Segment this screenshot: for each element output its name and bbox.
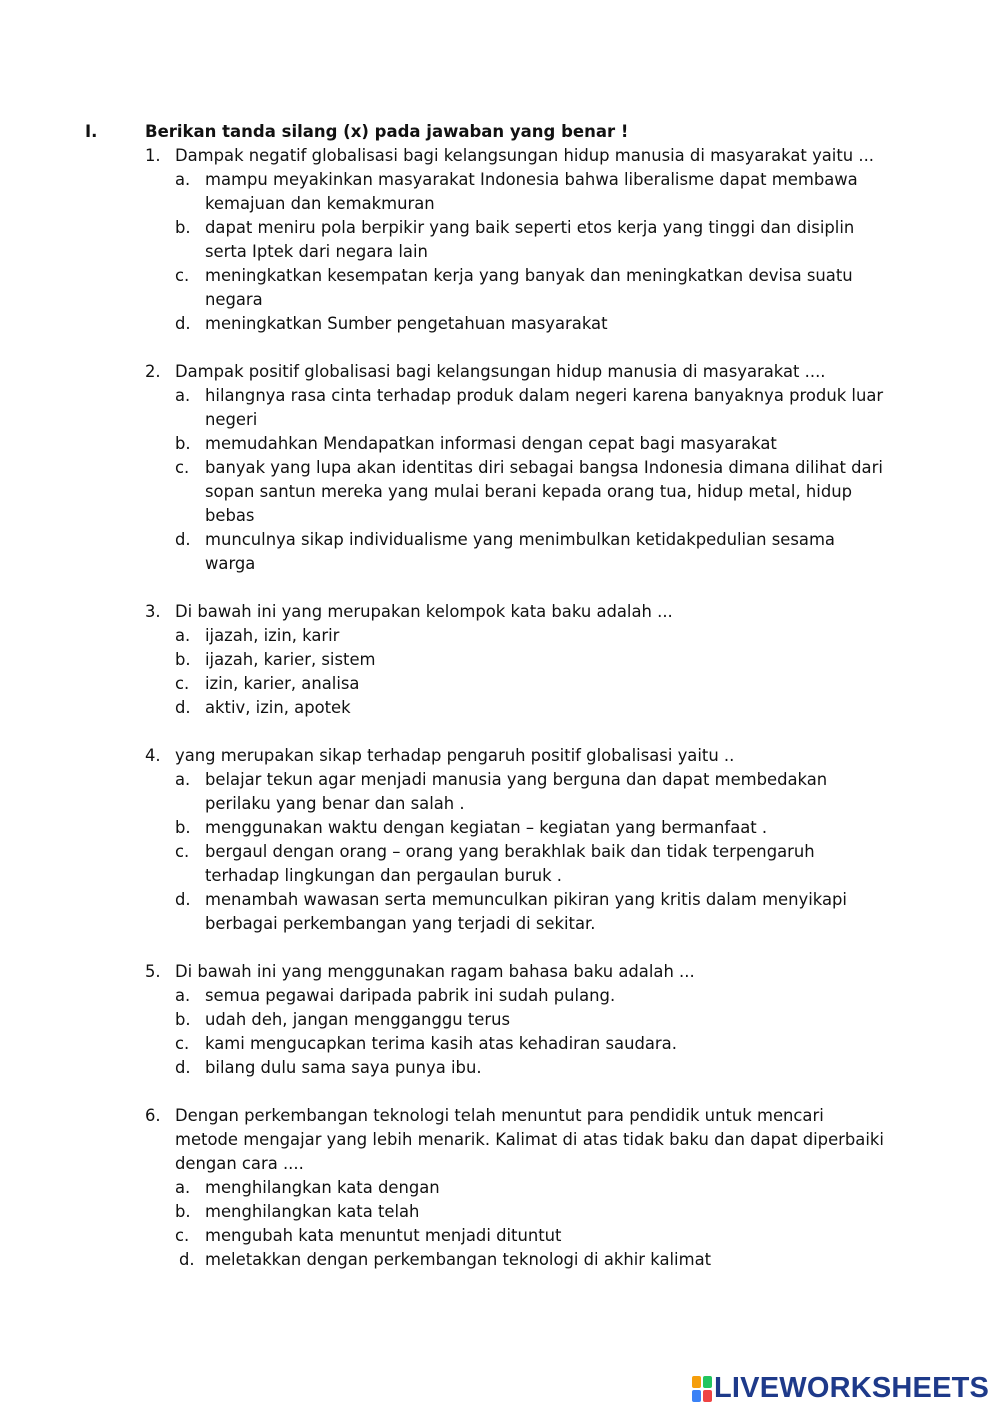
answer-option-d[interactable] <box>175 1248 885 1272</box>
option-text: udah deh, jangan mengganggu terus <box>205 1010 511 1029</box>
question-number: 1. <box>145 146 161 165</box>
liveworksheets-logo <box>692 1372 989 1405</box>
answer-option-a[interactable] <box>175 984 885 1008</box>
option-text: mampu meyakinkan masyarakat Indonesia bahwa liberalisme dapat membawa kemajuan dan kemakmuran <box>205 170 858 213</box>
option-letter: a. <box>175 170 191 189</box>
question-row <box>145 144 885 168</box>
question-row <box>145 744 885 768</box>
option-letter: d. <box>175 890 191 909</box>
liveworksheets-logo-icon <box>692 1376 712 1402</box>
option-text: bergaul dengan orang – orang yang berakhlak baik dan tidak terpengaruh terhadap lingkungan dan pergaulan buruk . <box>205 842 815 885</box>
answer-option-b[interactable] <box>175 432 885 456</box>
answer-option-d[interactable] <box>175 888 885 936</box>
answer-option-b[interactable] <box>175 648 885 672</box>
answer-option-a[interactable] <box>175 384 885 432</box>
option-text: meningkatkan kesempatan kerja yang banyak dan meningkatkan devisa suatu negara <box>205 266 853 309</box>
question-text: Dengan perkembangan teknologi telah menuntut para pendidik untuk mencari metode mengajar yang lebih menarik. Kalimat di atas tidak baku dan dapat diperbaiki dengan cara .... <box>175 1106 884 1173</box>
answer-options <box>145 984 885 1080</box>
section-number: I. <box>85 122 98 141</box>
option-letter: c. <box>175 1226 190 1245</box>
answer-option-d[interactable] <box>175 1056 885 1080</box>
logo-square <box>692 1390 701 1402</box>
answer-option-a[interactable] <box>175 768 885 816</box>
option-text: menghilangkan kata telah <box>205 1202 420 1221</box>
option-letter: b. <box>175 1202 191 1221</box>
option-letter: b. <box>175 650 191 669</box>
question-row <box>145 1104 885 1176</box>
option-letter: b. <box>175 818 191 837</box>
option-letter: c. <box>175 1034 190 1053</box>
answer-option-d[interactable] <box>175 312 885 336</box>
section-heading <box>85 120 628 144</box>
option-letter: c. <box>175 458 190 477</box>
question-number: 3. <box>145 602 161 621</box>
option-letter: a. <box>175 386 191 405</box>
logo-text: LIVEWORKSHEETS <box>714 1372 990 1404</box>
logo-square <box>703 1376 712 1388</box>
answer-option-c[interactable] <box>175 1224 885 1248</box>
option-text: menambah wawasan serta memunculkan pikiran yang kritis dalam menyikapi berbagai perkembangan yang terjadi di sekitar. <box>205 890 847 933</box>
option-letter: d. <box>179 1250 195 1269</box>
answer-option-c[interactable] <box>175 840 885 888</box>
option-letter: d. <box>175 1058 191 1077</box>
option-text: menghilangkan kata dengan <box>205 1178 440 1197</box>
question-3 <box>145 600 885 720</box>
answer-options <box>145 384 885 576</box>
answer-option-a[interactable] <box>175 624 885 648</box>
option-text: mengubah kata menuntut menjadi dituntut <box>205 1226 562 1245</box>
option-letter: c. <box>175 674 190 693</box>
answer-option-d[interactable] <box>175 528 885 576</box>
answer-option-d[interactable] <box>175 696 885 720</box>
option-letter: b. <box>175 434 191 453</box>
question-2 <box>145 360 885 576</box>
option-text: meningkatkan Sumber pengetahuan masyarakat <box>205 314 608 333</box>
option-text: memudahkan Mendapatkan informasi dengan cepat bagi masyarakat <box>205 434 777 453</box>
section-instruction: Berikan tanda silang (x) pada jawaban yang benar ! <box>145 122 629 141</box>
option-letter: b. <box>175 218 191 237</box>
logo-square <box>692 1376 701 1388</box>
option-text: bilang dulu sama saya punya ibu. <box>205 1058 482 1077</box>
question-row <box>145 600 885 624</box>
question-1 <box>145 144 885 336</box>
answer-option-c[interactable] <box>175 1032 885 1056</box>
option-text: belajar tekun agar menjadi manusia yang berguna dan dapat membedakan perilaku yang benar dan salah . <box>205 770 828 813</box>
option-letter: b. <box>175 1010 191 1029</box>
option-letter: a. <box>175 626 191 645</box>
option-text: meletakkan dengan perkembangan teknologi di akhir kalimat <box>205 1250 712 1269</box>
option-text: aktiv, izin, apotek <box>205 698 351 717</box>
option-text: dapat meniru pola berpikir yang baik seperti etos kerja yang tinggi dan disiplin serta Iptek dari negara lain <box>205 218 855 261</box>
answer-option-b[interactable] <box>175 216 885 264</box>
answer-option-c[interactable] <box>175 264 885 312</box>
answer-options <box>145 768 885 936</box>
question-text: yang merupakan sikap terhadap pengaruh positif globalisasi yaitu .. <box>175 746 735 765</box>
question-number: 4. <box>145 746 161 765</box>
answer-option-b[interactable] <box>175 1200 885 1224</box>
answer-option-a[interactable] <box>175 168 885 216</box>
logo-square <box>703 1390 712 1402</box>
option-text: kami mengucapkan terima kasih atas kehadiran saudara. <box>205 1034 677 1053</box>
option-text: hilangnya rasa cinta terhadap produk dalam negeri karena banyaknya produk luar negeri <box>205 386 884 429</box>
option-letter: a. <box>175 986 191 1005</box>
question-text: Di bawah ini yang merupakan kelompok kata baku adalah ... <box>175 602 673 621</box>
option-letter: c. <box>175 266 190 285</box>
question-number: 5. <box>145 962 161 981</box>
answer-options <box>145 1176 885 1272</box>
answer-option-b[interactable] <box>175 816 885 840</box>
question-row <box>145 960 885 984</box>
option-text: munculnya sikap individualisme yang menimbulkan ketidakpedulian sesama warga <box>205 530 835 573</box>
answer-option-a[interactable] <box>175 1176 885 1200</box>
option-letter: d. <box>175 530 191 549</box>
question-text: Di bawah ini yang menggunakan ragam bahasa baku adalah ... <box>175 962 695 981</box>
answer-options <box>145 168 885 336</box>
option-text: izin, karier, analisa <box>205 674 360 693</box>
option-letter: a. <box>175 1178 191 1197</box>
option-letter: d. <box>175 314 191 333</box>
option-text: semua pegawai daripada pabrik ini sudah pulang. <box>205 986 616 1005</box>
question-number: 6. <box>145 1106 161 1125</box>
question-5 <box>145 960 885 1080</box>
question-row <box>145 360 885 384</box>
option-letter: a. <box>175 770 191 789</box>
option-text: ijazah, karier, sistem <box>205 650 376 669</box>
option-text: banyak yang lupa akan identitas diri sebagai bangsa Indonesia dimana dilihat dari sopan santun mereka yang mulai berani kepada orang tua, hidup metal, hidup bebas <box>205 458 883 525</box>
question-text: Dampak negatif globalisasi bagi kelangsungan hidup manusia di masyarakat yaitu ... <box>175 146 875 165</box>
answer-option-c[interactable] <box>175 456 885 528</box>
option-letter: d. <box>175 698 191 717</box>
question-list <box>145 144 885 1296</box>
question-6 <box>145 1104 885 1272</box>
option-text: ijazah, izin, karir <box>205 626 340 645</box>
question-text: Dampak positif globalisasi bagi kelangsungan hidup manusia di masyarakat .... <box>175 362 826 381</box>
question-4 <box>145 744 885 936</box>
option-letter: c. <box>175 842 190 861</box>
question-number: 2. <box>145 362 161 381</box>
option-text: menggunakan waktu dengan kegiatan – kegiatan yang bermanfaat . <box>205 818 768 837</box>
answer-option-c[interactable] <box>175 672 885 696</box>
answer-options <box>145 624 885 720</box>
answer-option-b[interactable] <box>175 1008 885 1032</box>
